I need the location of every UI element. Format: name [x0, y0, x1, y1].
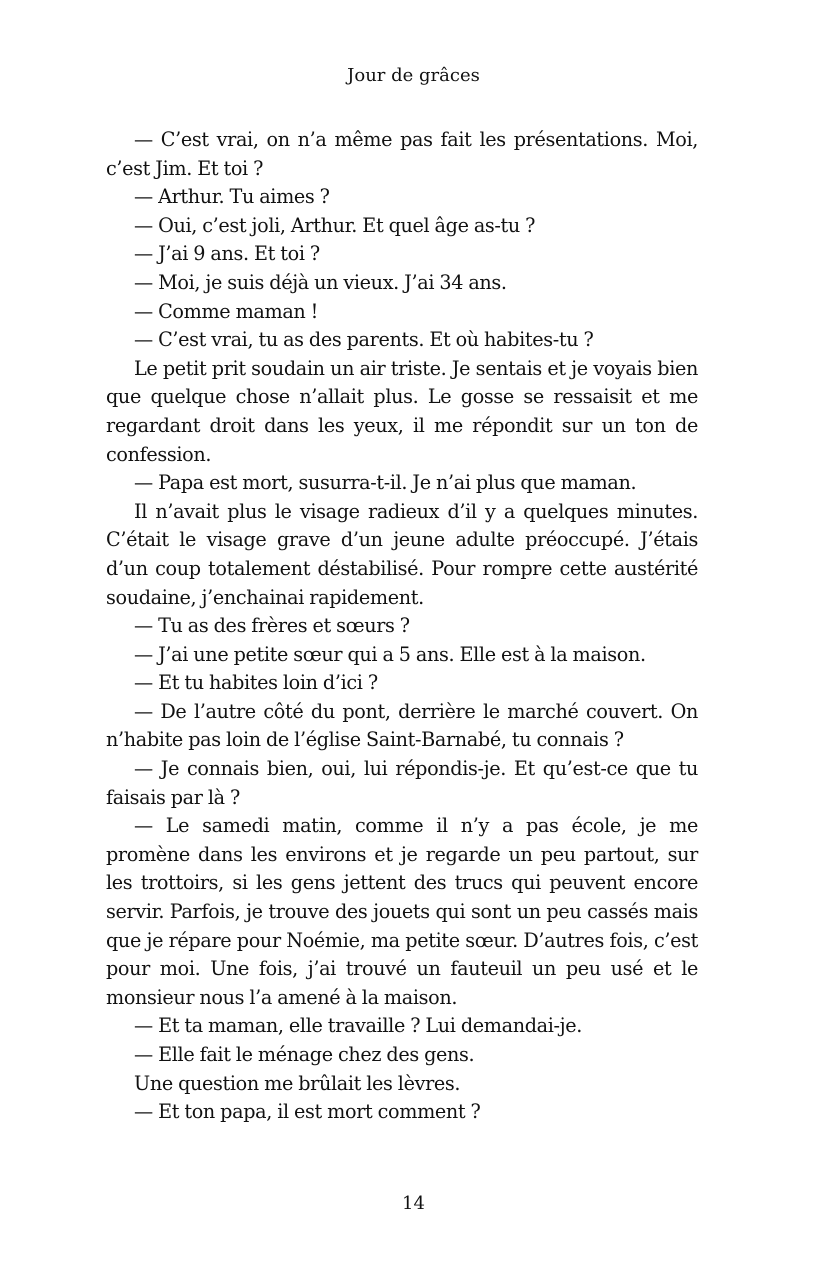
- dialogue-line: — Tu as des frères et sœurs ?: [134, 614, 410, 638]
- running-title: Jour de grâces: [347, 65, 480, 86]
- dialogue-line: — C’est vrai, tu as des parents. Et où habites-tu ?: [134, 328, 594, 352]
- narrative-paragraph: Il n’avait plus le visage radieux d’il y a quelques minutes. C’était le visage grave d’un jeune adulte préoccupé. J’étais d’un coup totalement déstabilisé. Pour rompre cette austérité soudaine, j’enchainai rapidement.: [106, 499, 698, 609]
- dialogue-line: — J’ai une petite sœur qui a 5 ans. Elle est à la maison.: [134, 642, 646, 666]
- dialogue-line: — De l’autre côté du pont, derrière le marché couvert. On n’habite pas loin de l’église Saint-Barnabé, tu connais ?: [106, 699, 698, 752]
- dialogue-line: — Le samedi matin, comme il n’y a pas école, je me promène dans les environs et je regarde un peu partout, sur les trottoirs, si les gens jettent des trucs qui peuvent encore servir. Parfois, je trouve des jouets qui sont un peu cassés mais que je répare pour Noémie, ma petite sœur. D’autres fois, c’est pour moi. Une fois, j’ai trouvé un fauteuil un peu usé et le monsieur nous l’a amené à la maison.: [106, 814, 698, 1009]
- dialogue-line: — Elle fait le ménage chez des gens.: [134, 1043, 475, 1066]
- dialogue-line: — Moi, je suis déjà un vieux. J’ai 34 ans.: [134, 270, 507, 294]
- dialogue-line: — Arthur. Tu aimes ?: [134, 185, 330, 209]
- dialogue-line: — C’est vrai, on n’a même pas fait les présentations. Moi, c’est Jim. Et toi ?: [106, 128, 698, 180]
- dialogue-line: — Je connais bien, oui, lui répondis-je. Et qu’est-ce que tu faisais par là ?: [106, 757, 698, 809]
- narrative-paragraph: Le petit prit soudain un air triste. Je sentais et je voyais bien que quelque chose n’allait plus. Le gosse se ressaisit et me regardant droit dans les yeux, il me répondit sur un ton de confession.: [106, 356, 698, 466]
- dialogue-line: — Oui, c’est joli, Arthur. Et quel âge as-tu ?: [134, 213, 536, 237]
- narrative-paragraph: Une question me brûlait les lèvres.: [134, 1071, 461, 1095]
- dialogue-line: — Et ton papa, il est mort comment ?: [134, 1100, 481, 1124]
- dialogue-line: — Comme maman !: [134, 299, 319, 323]
- dialogue-line: — Et ta maman, elle travaille ? Lui demandai-je.: [134, 1014, 583, 1038]
- dialogue-line: — J’ai 9 ans. Et toi ?: [134, 242, 320, 266]
- body-text: [106, 126, 698, 1127]
- dialogue-line: — Et tu habites loin d’ici ?: [134, 671, 378, 695]
- page-number: 14: [402, 1193, 425, 1214]
- dialogue-line: — Papa est mort, susurra-t-il. Je n’ai plus que maman.: [134, 471, 637, 495]
